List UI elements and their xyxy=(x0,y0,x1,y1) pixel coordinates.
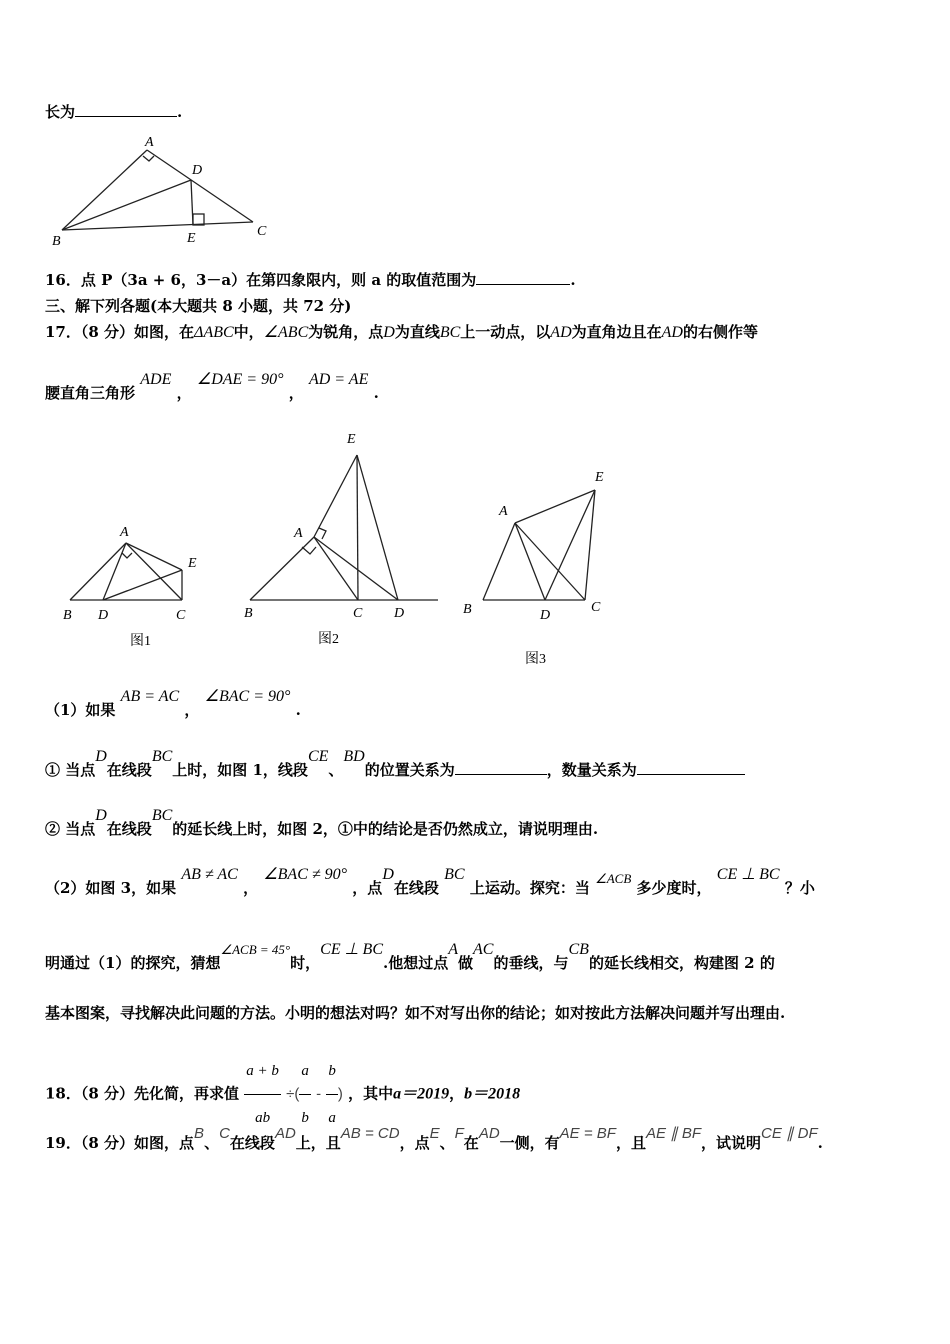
fig1-label-e: E xyxy=(188,556,197,571)
question-19: 19．（8 分）如图，点B、C在线段AD上，且AB = CD，点E、F在AD一侧，有AE = BF，且AE ∥ BF，试说明CE ∥ DF. xyxy=(45,1125,823,1152)
section-title: 三、解下列各题(本大题共 8 小题，共 72 分) xyxy=(45,297,352,315)
fig2-label-a: A xyxy=(294,526,303,541)
question-18: 18．（8 分）先化简，再求值 $\frac{a + b}{ab}$ ÷( $\frac{a}{b}$ - $\frac{b}{a}$ ) ，其中a＝2019，b＝2018 xyxy=(45,1048,520,1141)
part-1: （1）如果 AB = AC ， ∠BAC = 90° . xyxy=(45,688,301,719)
fig2-caption: 图2 xyxy=(318,632,339,647)
part-1-1: ① 当点D在线段BC上时，如图 1，线段CE、BD的位置关系为 ，数量关系为 xyxy=(45,760,745,781)
fig3-label-d: D xyxy=(540,608,551,623)
fig3-label-c: C xyxy=(591,600,601,615)
fig1-label-a: A xyxy=(120,525,129,540)
fig3-label-a: A xyxy=(499,504,508,519)
fig2-label-e: E xyxy=(347,432,356,447)
fig15-label-c: C xyxy=(257,224,267,239)
fig15-label-b: B xyxy=(52,234,61,249)
q15-tail: 长为 . xyxy=(45,103,183,121)
question-16: 16．点 P（3a + 6，3－a）在第四象限内，则 a 的取值范围为 . xyxy=(45,271,576,289)
fig3-caption: 图3 xyxy=(525,652,546,667)
answer-blank[interactable] xyxy=(455,760,547,775)
fig15-label-e: E xyxy=(187,231,196,246)
part-2-line3: 基本图案，寻找解决此问题的方法。小明的想法对吗？如不对写出你的结论；如对按此方法解决问题并写出理由. xyxy=(45,1004,786,1022)
question-17: 17．（8 分）如图，在ΔABC中，∠ABC为锐角，点D为直线BC上一动点，以AD为直角边且在AD的右侧作等 xyxy=(45,323,758,341)
fig15-label-d: D xyxy=(192,163,203,178)
fig1-label-d: D xyxy=(98,608,109,623)
fig2-label-d: D xyxy=(394,606,405,621)
fig3-label-e: E xyxy=(595,470,604,485)
fig1-label-b: B xyxy=(63,608,72,623)
fig1-label-c: C xyxy=(176,608,186,623)
fig2-label-b: B xyxy=(244,606,253,621)
question-17-line2: 腰直角三角形 ADE ， ∠DAE = 90° ， AD = AE . xyxy=(45,371,379,402)
fraction-a-plus-b-over-ab: $\frac{a + b}{ab}$ xyxy=(244,1048,281,1141)
answer-blank[interactable] xyxy=(637,760,745,775)
figure-1 xyxy=(60,520,210,630)
part-1-2: ② 当点D在线段BC的延长线上时，如图 2，①中的结论是否仍然成立，请说明理由. xyxy=(45,807,599,838)
part-2-line2: 明通过（1）的探究，猜想∠ACB = 45°时，CE ⊥ BC.他想过点A做AC的垂线，与CB的延长线相交，构建图 2 的 xyxy=(45,941,775,972)
figure-2 xyxy=(240,425,450,625)
figure-3 xyxy=(455,465,625,625)
fig1-caption: 图1 xyxy=(130,634,151,649)
fig2-label-c: C xyxy=(353,606,363,621)
fig3-label-b: B xyxy=(463,602,472,617)
figure-q15 xyxy=(50,130,280,250)
fig15-label-a: A xyxy=(145,135,154,150)
part-2: （2）如图 3，如果 AB ≠ AC ， ∠BAC ≠ 90° ，点D在线段 BC 上运动。探究：当 ∠ACB 多少度时， CE ⊥ BC ？小 xyxy=(45,866,815,897)
answer-blank[interactable] xyxy=(75,102,177,117)
answer-blank[interactable] xyxy=(476,270,570,285)
